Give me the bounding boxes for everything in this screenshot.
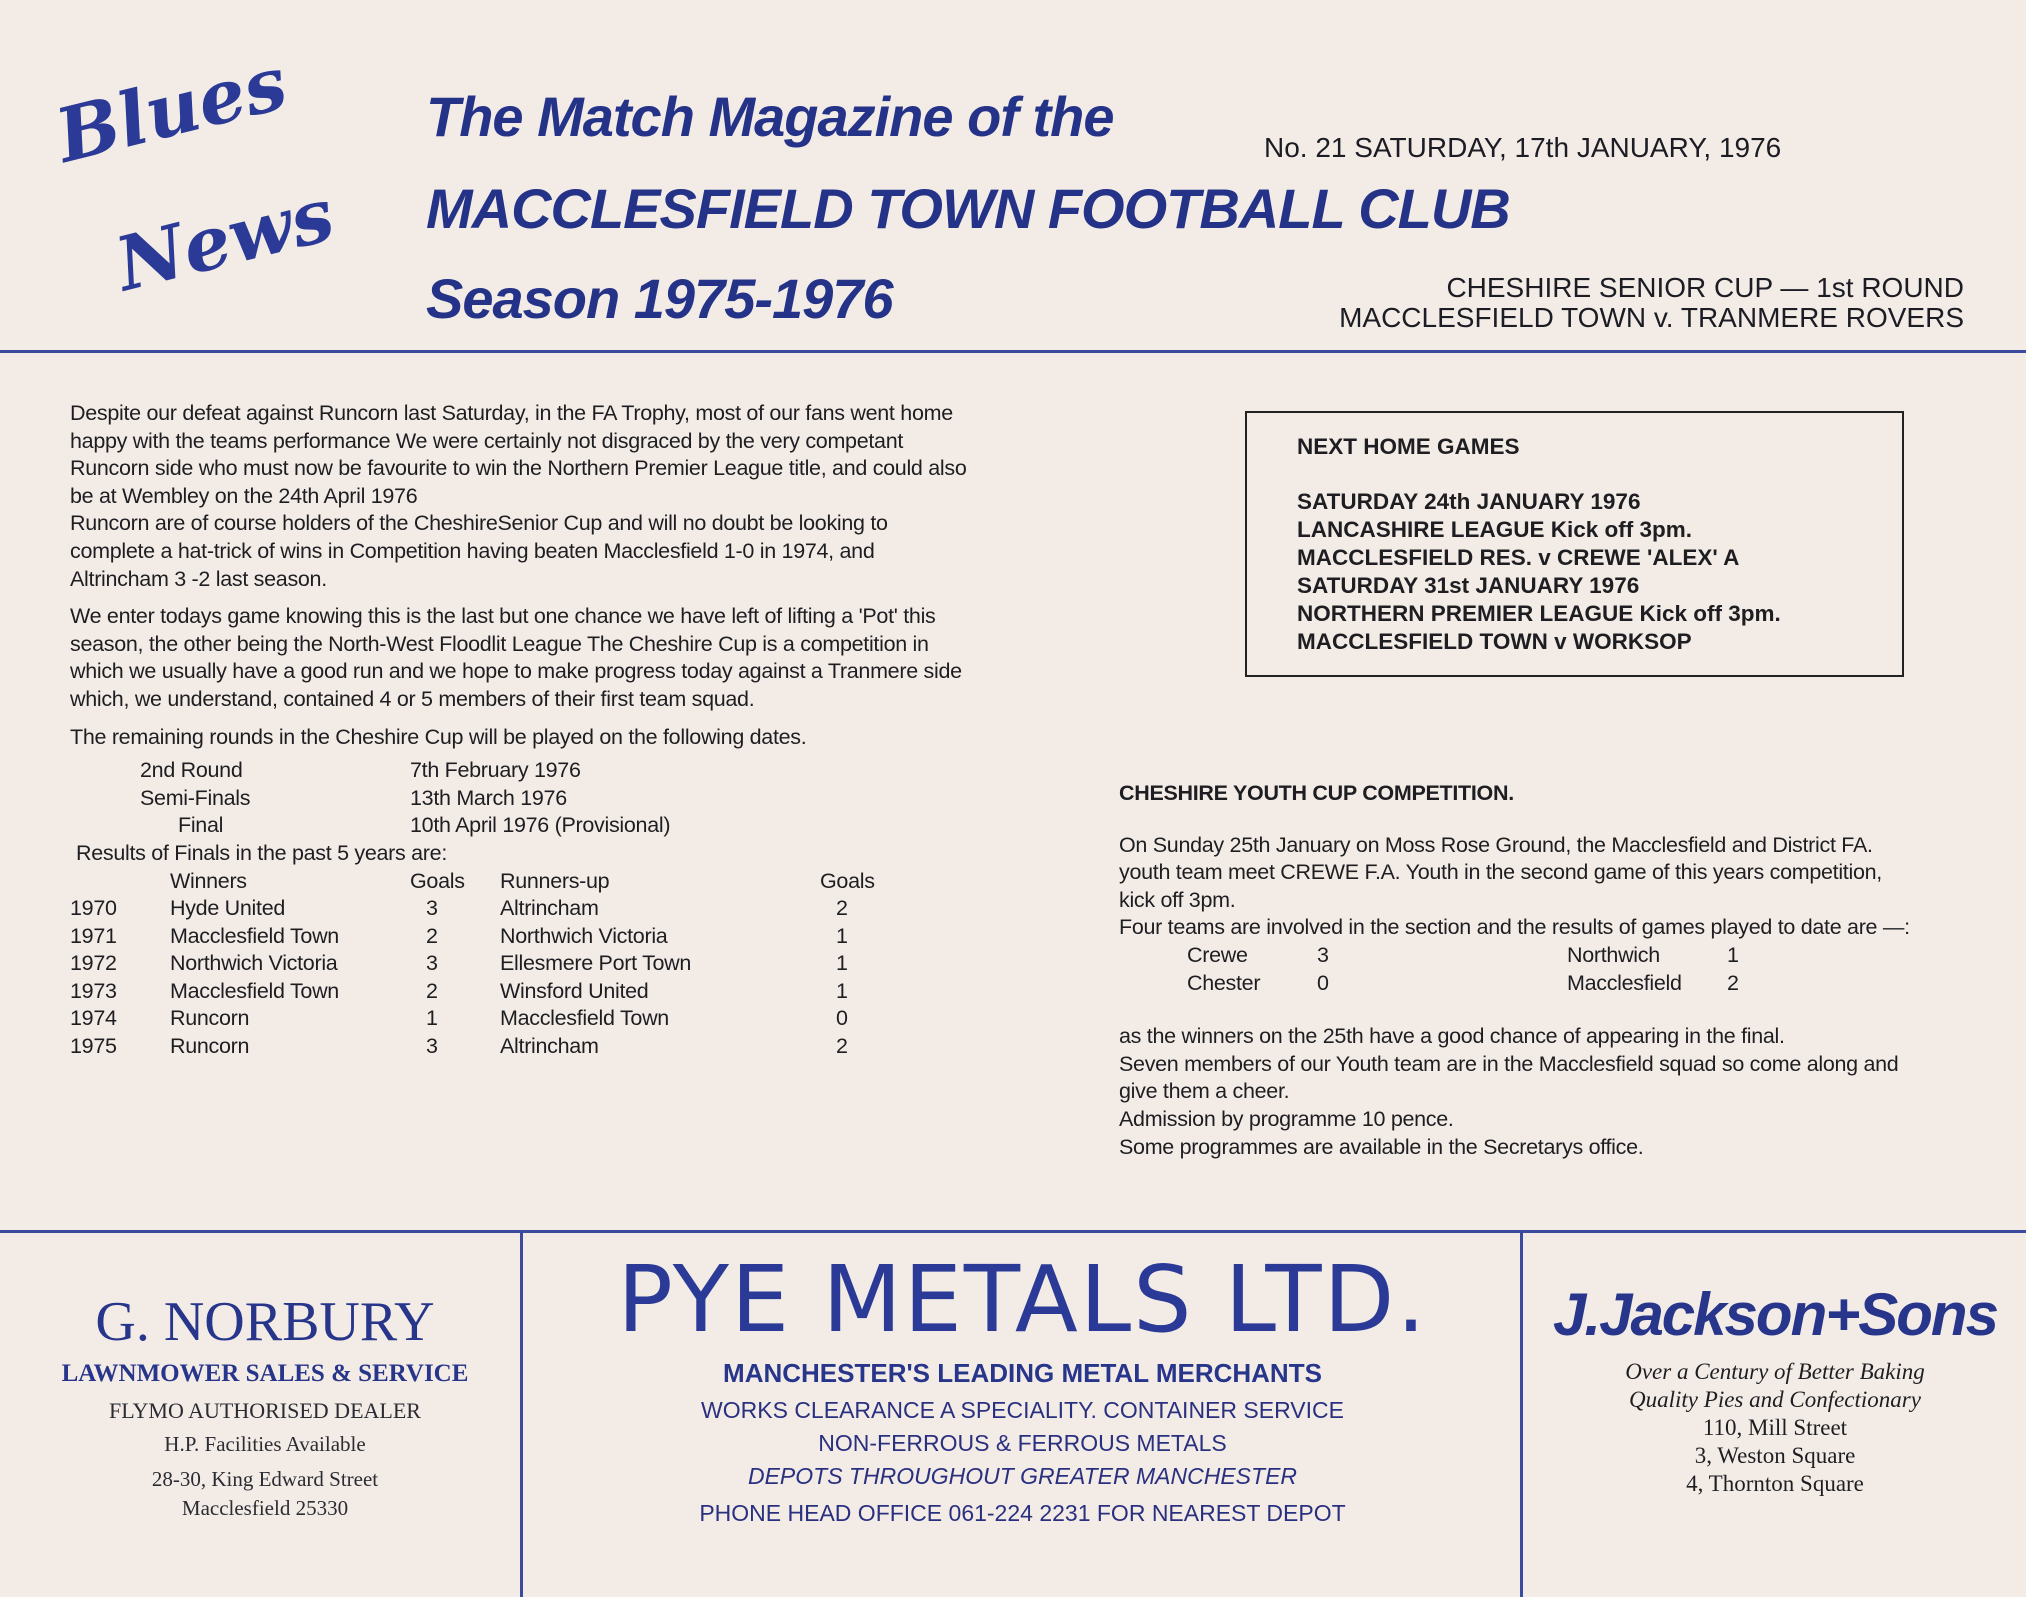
jackson-line: 3, Weston Square — [1694, 1443, 1856, 1468]
result-winner-goals: 1 — [426, 1006, 438, 1031]
jackson-line: 110, Mill Street — [1702, 1415, 1848, 1440]
title-line-1: The Match Magazine of the — [426, 85, 1114, 148]
youth-p4: Seven members of our Youth team are in the Macclesfield squad so come along and give them a cheer. — [1119, 1051, 1899, 1104]
youth-p2: Four teams are involved in the section and the results of games played to date are —: — [1119, 915, 1910, 940]
result-runner-up: Winsford United — [500, 978, 649, 1003]
jackson-line: Quality Pies and Confectionary — [1629, 1387, 1921, 1412]
result-runner-up: Altrincham — [500, 1034, 599, 1059]
article-p1: Despite our defeat against Runcorn last Saturday, in the FA Trophy, most of our fans went home happy with the teams performance We were certainly not disgraced by the very competant Runcorn side who must now be favourite to win the Northern Premier League title, and could also be at Wembley on the 24th April 1976 — [70, 401, 967, 508]
youth-score: 0 — [1317, 970, 1329, 995]
result-winner-goals: 3 — [426, 951, 438, 976]
article-p3: We enter todays game knowing this is the last but one chance we have left of lifting a 'Pot' this season, the other being the North-West Floodlit League The Cheshire Cup is a competition in which we usually have a good run and we hope to make progress today against a Tranmere side which, we understand, contained 4 or 5 members of their first team squad. — [70, 604, 962, 711]
pye-line: PHONE HEAD OFFICE 061-224 2231 FOR NEAREST DEPOT — [699, 1500, 1346, 1526]
norbury-ad — [20, 1290, 510, 1521]
result-runner-up: Altrincham — [500, 896, 599, 921]
norbury-line: H.P. Facilities Available — [164, 1432, 366, 1456]
result-winner-goals: 2 — [426, 923, 438, 948]
results-intro: Results of Finals in the past 5 years are: — [76, 840, 447, 865]
youth-p6: Some programmes are available in the Secretarys office. — [1119, 1134, 1644, 1159]
article-p4: The remaining rounds in the Cheshire Cup will be played on the following dates. — [70, 724, 807, 749]
next-game-line: SATURDAY 31st JANUARY 1976 — [1297, 573, 1640, 598]
article-p2: Runcorn are of course holders of the CheshireSenior Cup and will no doubt be looking to complete a hat-trick of wins in Competition having beaten Macclesfield 1-0 in 1974, and Altrincham 3 -2 last season. — [70, 511, 888, 591]
result-year: 1971 — [70, 923, 117, 948]
header-rule — [0, 350, 2026, 353]
next-home-games-box — [1245, 411, 1904, 677]
pye-metals-ad — [525, 1248, 1520, 1527]
title-line-3: Season 1975-1976 — [426, 267, 893, 330]
youth-title: CHESHIRE YOUTH CUP COMPETITION. — [1119, 781, 1514, 805]
results-table — [70, 868, 970, 1061]
next-game-line: MACCLESFIELD RES. v CREWE 'ALEX' A — [1297, 545, 1740, 570]
youth-p1: On Sunday 25th January on Moss Rose Ground, the Macclesfield and District FA. youth team meet CREWE F.A. Youth in the second game of this years competition, kick off 3pm. — [1119, 832, 1882, 912]
youth-team: Macclesfield — [1567, 970, 1682, 995]
pye-line: DEPOTS THROUGHOUT GREATER MANCHESTER — [747, 1463, 1298, 1489]
result-winner: Runcorn — [170, 1006, 250, 1031]
norbury-line: FLYMO AUTHORISED DEALER — [109, 1398, 421, 1423]
result-runner-up-goals: 2 — [836, 896, 848, 921]
result-winner: Macclesfield Town — [170, 923, 339, 948]
ad-divider-2 — [1520, 1230, 1523, 1597]
norbury-tag: LAWNMOWER SALES & SERVICE — [61, 1360, 469, 1387]
jackson-line: Over a Century of Better Baking — [1625, 1359, 1925, 1384]
result-year: 1975 — [70, 1034, 117, 1059]
issue-date: No. 21 SATURDAY, 17th JANUARY, 1976 — [1264, 132, 1782, 163]
jackson-ad — [1530, 1280, 2020, 1497]
results-header: Winners — [170, 868, 247, 893]
norbury-name: G. NORBURY — [95, 1291, 435, 1353]
result-year: 1970 — [70, 896, 117, 921]
next-games-title: NEXT HOME GAMES — [1297, 434, 1520, 459]
result-winner: Runcorn — [170, 1034, 250, 1059]
next-game-line: SATURDAY 24th JANUARY 1976 — [1297, 489, 1641, 514]
round-date: 7th February 1976 — [410, 758, 581, 783]
results-header: Goals — [410, 868, 465, 893]
round-name: Final — [178, 813, 224, 838]
pye-line: MANCHESTER'S LEADING METAL MERCHANTS — [723, 1358, 1322, 1388]
round-date: 10th April 1976 (Provisional) — [410, 813, 671, 838]
fixture: MACCLESFIELD TOWN v. TRANMERE ROVERS — [1339, 302, 1964, 333]
norbury-line: 28-30, King Edward Street — [151, 1467, 379, 1491]
youth-section — [1119, 780, 1919, 1161]
ad-divider-1 — [520, 1230, 523, 1597]
result-year: 1973 — [70, 978, 117, 1003]
result-runner-up: Macclesfield Town — [500, 1006, 669, 1031]
pye-line: WORKS CLEARANCE A SPECIALITY. CONTAINER SERVICE — [701, 1397, 1344, 1423]
youth-p5: Admission by programme 10 pence. — [1119, 1106, 1454, 1131]
results-header: Runners-up — [500, 868, 610, 893]
result-runner-up-goals: 2 — [836, 1034, 848, 1059]
next-game-line: MACCLESFIELD TOWN v WORKSOP — [1297, 629, 1692, 654]
logo-news: News — [107, 171, 343, 309]
logo-blues: Blues — [48, 40, 296, 180]
rounds-list — [70, 757, 970, 840]
jackson-name: J.Jackson+Sons — [1553, 1281, 1997, 1348]
competition: CHESHIRE SENIOR CUP — 1st ROUND — [1446, 272, 1964, 303]
result-runner-up-goals: 0 — [836, 1006, 848, 1031]
round-name: 2nd Round — [140, 758, 243, 783]
youth-score: 2 — [1727, 970, 1739, 995]
result-winner-goals: 2 — [426, 978, 438, 1003]
title-line-2: MACCLESFIELD TOWN FOOTBALL CLUB — [426, 177, 1510, 240]
result-winner: Macclesfield Town — [170, 978, 339, 1003]
pye-name: PYE METALS LTD. — [617, 1246, 1428, 1353]
results-header: Goals — [820, 868, 875, 893]
result-winner-goals: 3 — [426, 1034, 438, 1059]
youth-team: Crewe — [1187, 942, 1248, 967]
article — [70, 400, 970, 1061]
youth-team: Chester — [1187, 970, 1261, 995]
youth-score: 1 — [1727, 942, 1739, 967]
jackson-line: 4, Thornton Square — [1686, 1471, 1864, 1496]
norbury-line: Macclesfield 25330 — [181, 1496, 349, 1520]
result-runner-up-goals: 1 — [836, 978, 848, 1003]
round-date: 13th March 1976 — [410, 785, 567, 810]
result-year: 1972 — [70, 951, 117, 976]
result-runner-up: Northwich Victoria — [500, 923, 668, 948]
youth-score: 3 — [1317, 942, 1329, 967]
footer-rule — [0, 1230, 2026, 1233]
round-name: Semi-Finals — [140, 785, 251, 810]
youth-team: Northwich — [1567, 942, 1660, 967]
result-winner: Northwich Victoria — [170, 951, 338, 976]
result-year: 1974 — [70, 1006, 117, 1031]
result-runner-up-goals: 1 — [836, 923, 848, 948]
result-winner: Hyde United — [170, 896, 286, 921]
results-header-spacer — [70, 868, 170, 896]
next-game-line: NORTHERN PREMIER LEAGUE Kick off 3pm. — [1297, 601, 1781, 626]
result-winner-goals: 3 — [426, 896, 438, 921]
result-runner-up-goals: 1 — [836, 951, 848, 976]
result-runner-up: Ellesmere Port Town — [500, 951, 692, 976]
youth-p3: as the winners on the 25th have a good chance of appearing in the final. — [1119, 1024, 1785, 1049]
pye-line: NON-FERROUS & FERROUS METALS — [818, 1430, 1227, 1456]
next-game-line: LANCASHIRE LEAGUE Kick off 3pm. — [1297, 517, 1693, 542]
